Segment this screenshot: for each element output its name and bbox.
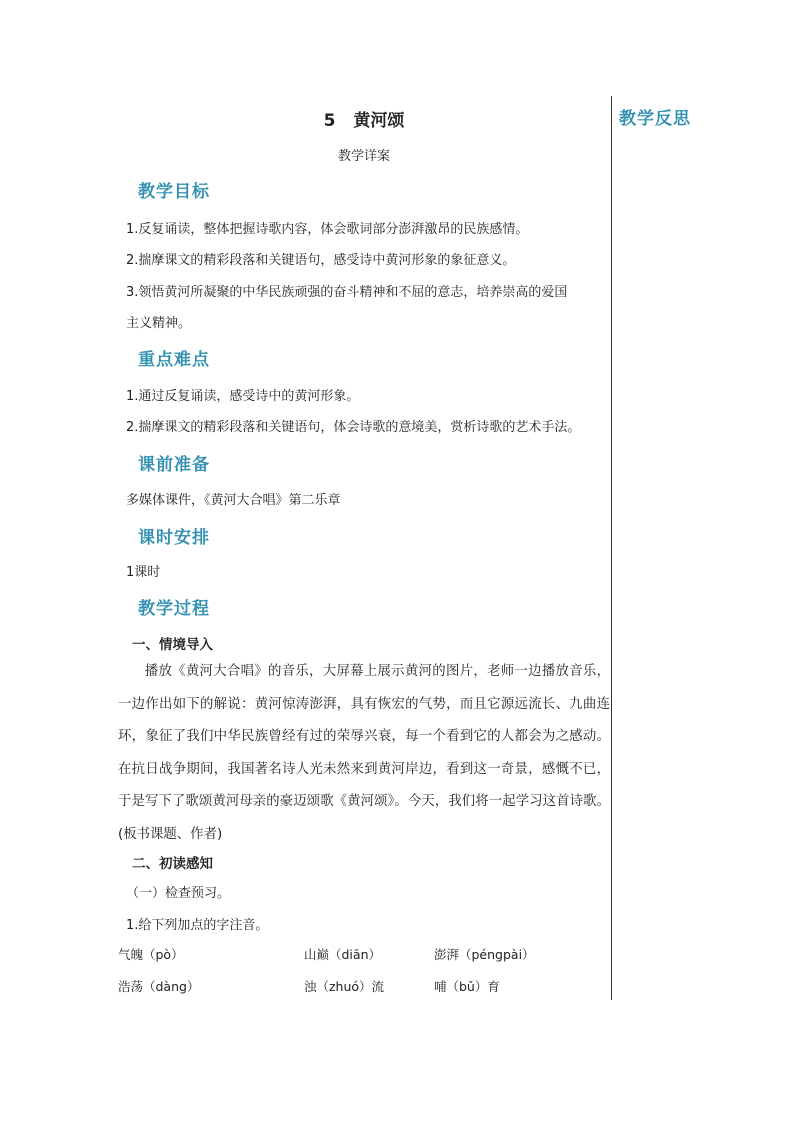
pinyin-item: 浊（zhuó）流 [304,979,385,994]
pinyin-item: 浩荡（dàng） [118,979,200,994]
lesson-title-text: 黄河颂 [353,111,405,131]
goal-item-3: 3.领悟黄河所凝聚的中华民族顽强的奋斗精神和不屈的意志，培养崇高的爱国 [126,285,568,300]
preparation-text: 多媒体课件，《黄河大合唱》第二乐章 [126,493,341,508]
heading-goals: 教学目标 [138,182,210,202]
lesson-subtitle: 教学详案 [337,149,390,164]
goal-item-3-cont: 主义精神。 [126,316,192,331]
heading-key-points: 重点难点 [138,350,210,370]
process-part2-task: 1.给下列加点的字注音。 [126,918,269,933]
key-point-2: 2.揣摩课文的精彩段落和关键语句，体会诗歌的意境美，赏析诗歌的艺术手法。 [126,420,581,435]
process-part1-heading: 一、情境导入 [132,637,213,653]
reflection-column [611,96,732,1000]
goal-item-2: 2.揣摩课文的精彩段落和关键语句，感受诗中黄河形象的象征意义。 [126,253,516,268]
pinyin-item: 哺（bǔ）育 [434,979,500,994]
reflection-title: 教学反思 [619,109,691,129]
key-point-1: 1.通过反复诵读，感受诗中的黄河形象。 [126,389,360,404]
schedule-text: 1课时 [126,565,161,580]
pinyin-item: 澎湃（péngpài） [434,947,535,962]
pinyin-item: 山巅（diān） [304,947,381,962]
heading-preparation: 课前准备 [138,455,210,475]
process-part1-paragraph: 播放《黄河大合唱》的音乐，大屏幕上展示黄河的图片，老师一边播放音乐，一边作出如下的解说：黄河惊涛澎湃，具有恢宏的气势，而且它源远流长、九曲连环，象征了我们中华民族曾经有过的荣辱兴衰，每一个看到它的人都会为之感动。在抗日战争期间，我国著名诗人光未然来到黄河岸边，看到这一奇景，感慨不已，于是写下了歌颂黄河母亲的豪迈颂歌《黄河颂》。今天，我们将一起学习这首诗歌。(板书课题、作者) [118,664,610,842]
process-part2-heading: 二、初读感知 [132,856,213,872]
goal-item-1: 1.反复诵读，整体把握诗歌内容，体会歌词部分澎湃激昂的民族感情。 [126,222,529,237]
heading-schedule: 课时安排 [138,528,210,548]
lesson-number: 5 [323,111,336,131]
heading-process: 教学过程 [138,599,210,619]
pinyin-item: 气魄（pò） [118,947,184,962]
process-part2-sub: （一）检查预习。 [126,886,231,901]
lesson-title [118,106,610,131]
